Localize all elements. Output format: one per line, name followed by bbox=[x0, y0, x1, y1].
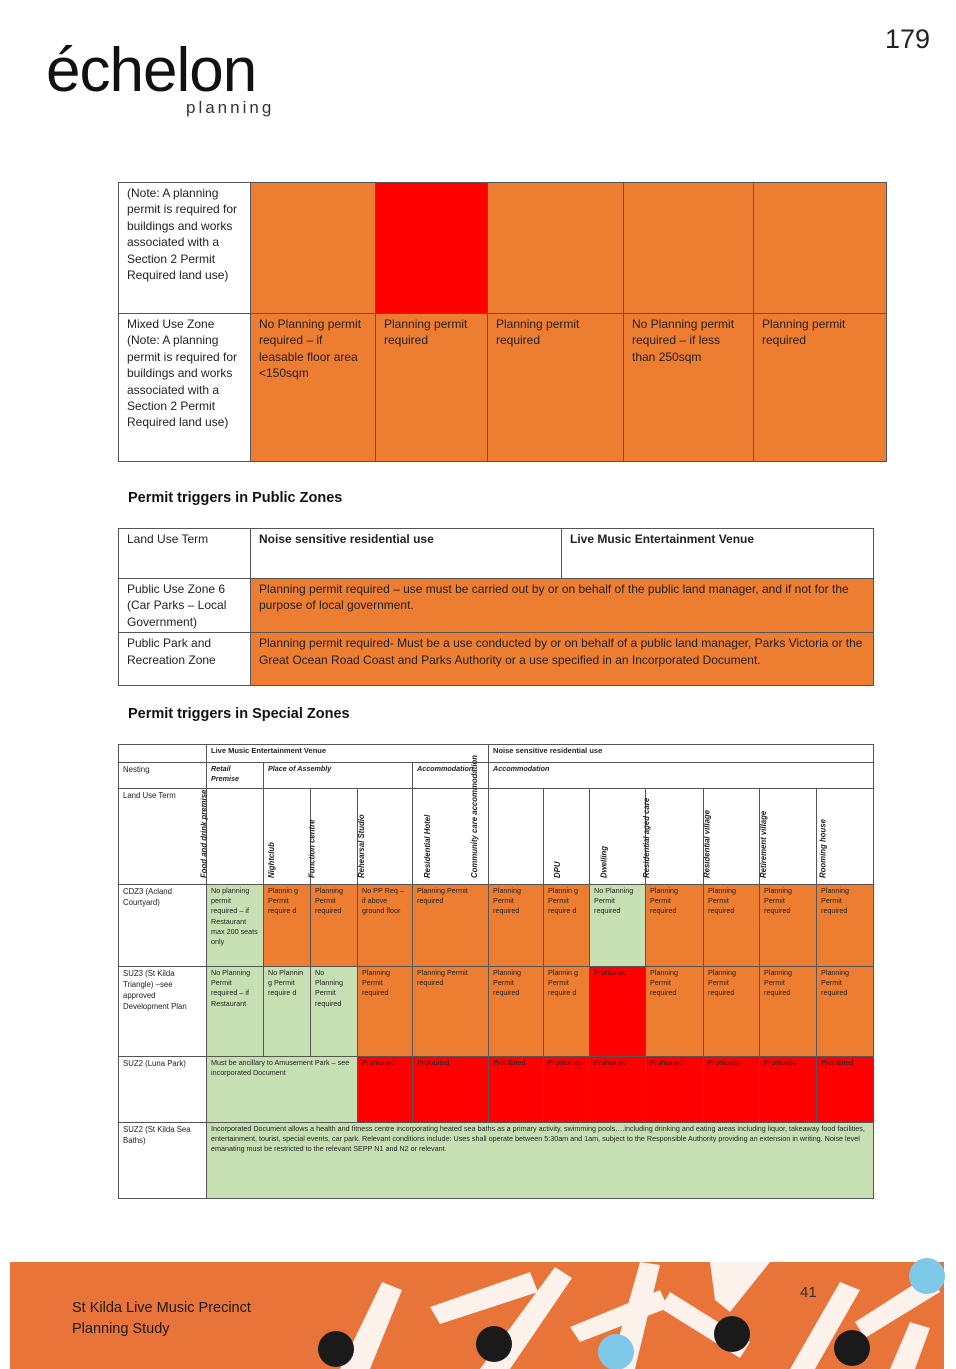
nest-accommodation-2: Accommodation bbox=[489, 763, 874, 789]
permit-cell: Planning Permit required bbox=[817, 885, 874, 967]
permit-cell: Planning Permit required bbox=[760, 967, 817, 1057]
footer-page-number: 41 bbox=[800, 1284, 817, 1301]
permit-cell: Prohibited bbox=[646, 1057, 704, 1123]
permit-cell: No PP Req – if above ground floor bbox=[358, 885, 413, 967]
permit-cell: Prohibited bbox=[489, 1057, 544, 1123]
column-header-text: Residential village bbox=[702, 809, 712, 878]
page-number: 179 bbox=[884, 24, 930, 54]
permit-cell: Plannin g Permit require d bbox=[544, 885, 590, 967]
permit-cell: No Planning permit required – if less than 250sqm bbox=[624, 314, 754, 462]
logo-word: échelon bbox=[46, 36, 257, 105]
column-header-text: Dwelling bbox=[598, 845, 608, 878]
column-header-text: Rehearsal Studio bbox=[356, 814, 366, 878]
nesting-label: Nesting bbox=[119, 763, 207, 789]
permit-cell: No Planning Permit required bbox=[590, 885, 646, 967]
land-use-cell: SUZ2 (St Kilda Sea Baths) bbox=[119, 1123, 207, 1199]
table-row bbox=[119, 763, 874, 789]
permit-cell: Incorporated Document allows a health and fitness centre incorporating heated sea baths as a primary activity, swimming pools….including drinking and eating areas including liquor, takeaway food facilities, entertainment, tourist, special events, car park. Relevant conditions include: Uses shall operate between 5:30am and 1am, subject to the Responsible Authority providing an extension in writing. Noise level emanating must be restricted to the relevant SEPP N1 and N2 or relevant. bbox=[207, 1123, 874, 1199]
land-use-cell: SUZ2 (Luna Park) bbox=[119, 1057, 207, 1123]
permit-cell: Prohibit ed bbox=[544, 1057, 590, 1123]
permit-cell: Planning Permit required bbox=[704, 967, 760, 1057]
table-row bbox=[119, 885, 874, 967]
permit-cell: Planning Permit required bbox=[413, 885, 489, 967]
permit-cell: Planning permit required – use must be carried out by or on behalf of the public land manager, and if not for the purpose of local government. bbox=[251, 579, 874, 633]
commercial-zones-table bbox=[118, 182, 887, 462]
column-header-text: Retirement village bbox=[758, 810, 768, 878]
column-header bbox=[704, 789, 760, 885]
echelon-planning-logo bbox=[46, 36, 275, 117]
permit-cell: Planning Permit required bbox=[760, 885, 817, 967]
permit-cell: Planning Permit required bbox=[413, 967, 489, 1057]
land-use-label: Land Use Term bbox=[119, 789, 207, 885]
table-row bbox=[119, 1057, 874, 1123]
permit-cell: Plannin g Permit require d bbox=[544, 967, 590, 1057]
permit-cell: Planning permit required bbox=[754, 314, 887, 462]
group-noise-sensitive: Noise sensitive residential use bbox=[489, 745, 874, 763]
header-cell: Noise sensitive residential use bbox=[251, 529, 562, 579]
column-header-text: Residential Hotel bbox=[422, 814, 432, 878]
header-cell: Land Use Term bbox=[119, 529, 251, 579]
permit-cell: No Planning Permit required bbox=[311, 967, 358, 1057]
table-row bbox=[119, 314, 887, 462]
permit-cell: Planning permit required bbox=[488, 314, 624, 462]
land-use-cell: (Note: A planning permit is required for buildings and works associated with a Section 2 Permit Required land use) bbox=[119, 183, 251, 314]
column-header-text: Community care accommodation bbox=[470, 754, 480, 878]
land-use-cell: Public Park and Recreation Zone bbox=[119, 633, 251, 686]
permit-cell: No Planning permit required – if leasable floor area <150sqm bbox=[251, 314, 376, 462]
permit-cell bbox=[488, 183, 624, 314]
permit-cell: Prohibited bbox=[590, 1057, 646, 1123]
permit-cell: Planning Permit required bbox=[646, 967, 704, 1057]
permit-cell bbox=[624, 183, 754, 314]
column-header bbox=[358, 789, 413, 885]
column-header bbox=[544, 789, 590, 885]
column-header bbox=[641, 789, 704, 885]
column-header bbox=[817, 789, 874, 885]
permit-cell: Must be ancillary to Amusement Park – see incorporated Document bbox=[207, 1057, 358, 1123]
logo-sub: planning bbox=[186, 98, 275, 117]
footer-title-line2: Planning Study bbox=[72, 1321, 170, 1337]
permit-cell: Prohibited bbox=[590, 967, 646, 1057]
nest-retail: Retail Premise bbox=[207, 763, 264, 789]
table-row bbox=[119, 789, 874, 885]
header-cell: Live Music Entertainment Venue bbox=[562, 529, 874, 579]
table-row bbox=[119, 1123, 874, 1199]
column-header bbox=[470, 754, 544, 885]
permit-cell: Prohibited bbox=[413, 1057, 489, 1123]
column-header bbox=[264, 789, 311, 885]
empty-cell bbox=[119, 745, 207, 763]
permit-cell: Planning Permit required bbox=[489, 885, 544, 967]
permit-cell: Prohibited bbox=[704, 1057, 760, 1123]
footer-title bbox=[72, 1298, 251, 1340]
footer-title-line1: St Kilda Live Music Precinct bbox=[72, 1300, 251, 1316]
permit-cell: No planning permit required – if Restaurant max 200 seats only bbox=[207, 885, 264, 967]
permit-cell: Planning Permit required bbox=[646, 885, 704, 967]
permit-cell: Planning Permit required bbox=[358, 967, 413, 1057]
nest-assembly: Place of Assembly bbox=[264, 763, 413, 789]
column-header-text: Food and drink premise bbox=[199, 789, 209, 878]
permit-cell bbox=[251, 183, 376, 314]
table-row bbox=[119, 745, 874, 763]
nest-accommodation: Accommodation bbox=[413, 763, 489, 789]
permit-cell bbox=[754, 183, 887, 314]
table-row bbox=[119, 183, 887, 314]
permit-cell: Plannin g Permit require d bbox=[264, 885, 311, 967]
permit-cell: Planning permit required bbox=[376, 314, 488, 462]
column-header-text: Residential aged care bbox=[641, 797, 651, 878]
land-use-cell: CDZ3 (Acland Courtyard) bbox=[119, 885, 207, 967]
land-use-cell: SUZ3 (St Kilda Triangle) –see approved Development Plan bbox=[119, 967, 207, 1057]
land-use-cell: Mixed Use Zone (Note: A planning permit is required for buildings and works associated with a Section 2 Permit Required land use) bbox=[119, 314, 251, 462]
table-row bbox=[119, 579, 874, 633]
table-row bbox=[119, 633, 874, 686]
permit-cell: Planning Permit required bbox=[817, 967, 874, 1057]
column-header bbox=[307, 789, 358, 885]
column-header-text: Nightclub bbox=[267, 842, 277, 878]
column-header-text: Rooming house bbox=[818, 819, 828, 878]
footer-banner bbox=[10, 1262, 944, 1369]
table-row bbox=[119, 967, 874, 1057]
permit-cell: No Plannin g Permit require d bbox=[264, 967, 311, 1057]
permit-cell: Planning permit required- Must be a use conducted by or on behalf of a public land manager, Parks Victoria or the Great Ocean Road Coast and Parks Authority or a use specified in an Incorporated Document. bbox=[251, 633, 874, 686]
special-zones-table bbox=[118, 744, 874, 1199]
permit-cell: Prohibited bbox=[358, 1057, 413, 1123]
column-header-text: DPU bbox=[552, 861, 562, 878]
special-zones-title: Permit triggers in Special Zones bbox=[128, 706, 350, 722]
group-live-music: Live Music Entertainment Venue bbox=[207, 745, 489, 763]
column-header bbox=[590, 789, 646, 885]
public-zones-table bbox=[118, 528, 874, 686]
public-zones-title: Permit triggers in Public Zones bbox=[128, 490, 343, 506]
column-header bbox=[760, 789, 817, 885]
permit-cell: No Planning Permit required – if Restaurant bbox=[207, 967, 264, 1057]
land-use-cell: Public Use Zone 6 (Car Parks – Local Government) bbox=[119, 579, 251, 633]
permit-cell bbox=[376, 183, 488, 314]
permit-cell: Prohibited bbox=[760, 1057, 817, 1123]
permit-cell: Planning Permit required bbox=[489, 967, 544, 1057]
permit-cell: Planning Permit required bbox=[704, 885, 760, 967]
permit-cell: Planning Permit required bbox=[311, 885, 358, 967]
table-row bbox=[119, 529, 874, 579]
column-header bbox=[199, 789, 264, 885]
permit-cell: Prohibited bbox=[817, 1057, 874, 1123]
column-header-text: Function centre bbox=[307, 819, 317, 878]
